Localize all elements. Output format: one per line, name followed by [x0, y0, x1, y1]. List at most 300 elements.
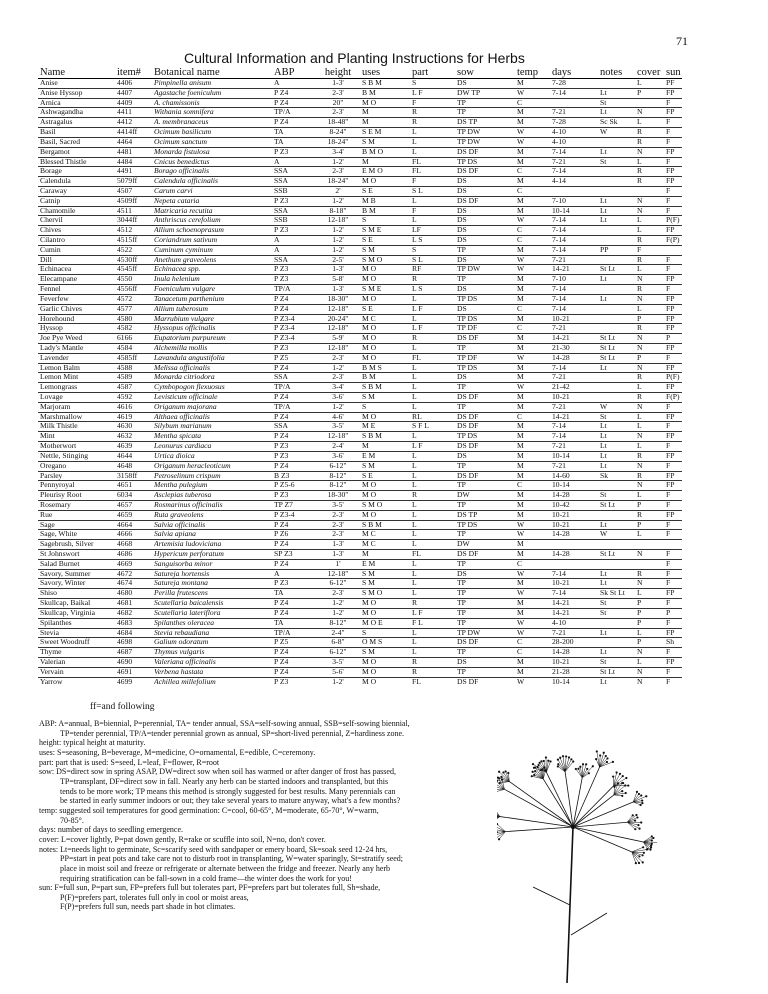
cell-abp: A	[274, 79, 280, 87]
cell-item-number: 4577	[117, 304, 133, 313]
cell-sow: TP DS	[457, 157, 478, 166]
cell-cover: N	[637, 648, 643, 657]
cell-cover: L	[637, 157, 642, 166]
cell-item-number: 4412	[117, 118, 133, 127]
cell-height: 1-2'	[332, 226, 344, 235]
cell-abp: P Z3	[274, 677, 289, 686]
table-row	[38, 334, 682, 344]
cell-sow: DS DF	[457, 442, 479, 451]
cell-abp: P Z3	[274, 343, 289, 352]
cell-notes: Sc Sk	[600, 118, 618, 127]
cell-temp: M	[517, 422, 524, 431]
cell-sow: TP DF	[457, 324, 478, 333]
cell-cover: N	[637, 550, 643, 558]
cell-days: 7-21	[552, 442, 566, 451]
cell-name: Mint	[40, 432, 55, 441]
cell-botanical-name: Cuminum cyminum	[154, 245, 213, 254]
cell-temp: M	[517, 579, 524, 588]
cell-name: Stevia	[40, 628, 59, 637]
header-abp: ABP	[274, 67, 295, 78]
cell-botanical-name: A. chamissonis	[154, 98, 200, 107]
cell-botanical-name: Marrubium vulgare	[154, 314, 214, 323]
cell-part: L	[412, 559, 417, 568]
cell-name: Catnip	[40, 196, 61, 205]
cell-temp: W	[517, 353, 525, 362]
cell-abp: P Z3	[274, 226, 289, 235]
cell-days: 7-14	[552, 363, 566, 372]
cell-abp: P Z5	[274, 638, 289, 647]
cell-item-number: 4668	[117, 540, 133, 549]
cell-sow: TP	[457, 461, 466, 470]
cell-botanical-name: Petroselinum crispum	[154, 471, 221, 480]
cell-notes: W	[600, 128, 608, 137]
cell-temp: W	[517, 569, 525, 578]
cell-temp: M	[517, 451, 524, 460]
cell-days: 7-21	[552, 324, 566, 333]
cell-botanical-name: Urtica dioica	[154, 451, 195, 460]
cell-days: 7-14	[552, 226, 566, 235]
cell-uses: S B M	[362, 520, 382, 529]
cell-item-number: 4687	[117, 648, 133, 657]
cell-name: Borage	[40, 167, 62, 176]
cell-item-number: 4464	[117, 137, 133, 146]
cell-botanical-name: Thymus vulgaris	[154, 648, 205, 657]
cell-part: L	[412, 216, 417, 225]
cell-uses: M O	[362, 412, 377, 421]
cell-name: Shiso	[40, 589, 57, 598]
cell-height: 8-12"	[329, 481, 347, 490]
cell-uses: S M E	[362, 226, 382, 235]
cell-abp: P Z3	[274, 442, 289, 451]
header-notes: notes	[600, 67, 623, 78]
cell-item-number: 4699	[117, 677, 133, 686]
cell-item-number: 4639	[117, 442, 133, 451]
cell-days: 14-28	[552, 491, 570, 500]
cell-height: 8-12"	[329, 618, 347, 627]
dill-flower-illustration	[497, 715, 657, 985]
cell-sow: TP	[457, 559, 466, 568]
cell-name: Joe Pye Weed	[40, 334, 83, 343]
cell-uses: S M	[362, 393, 375, 401]
cell-sow: TP	[457, 599, 466, 608]
cell-botanical-name: Verbena hastata	[154, 667, 204, 676]
cell-cover: N	[637, 108, 643, 117]
cell-sow: TP	[457, 500, 466, 509]
cell-botanical-name: Allium tuberosum	[154, 304, 208, 313]
cell-part: RF	[412, 265, 422, 274]
cell-sun: F	[666, 461, 671, 470]
cell-uses: M C	[362, 314, 376, 323]
cell-part: L	[412, 451, 417, 460]
cell-botanical-name: Valeriana officinalis	[154, 657, 216, 666]
following-note: ff=and following	[90, 702, 155, 712]
cell-item-number: 4691	[117, 667, 133, 676]
cell-cover: N	[637, 206, 643, 215]
table-row	[38, 452, 682, 462]
cell-abp: P Z4	[274, 599, 289, 608]
cell-item-number: 4632	[117, 432, 133, 441]
cell-temp: M	[517, 245, 524, 254]
cell-part: L	[412, 638, 417, 647]
cell-abp: P Z4	[274, 461, 289, 470]
cell-botanical-name: Monarda citriodora	[154, 373, 215, 382]
cell-item-number: 4669	[117, 559, 133, 568]
cell-notes: Lt	[600, 108, 607, 117]
cell-cover: L	[637, 628, 642, 637]
cell-part: L	[412, 510, 417, 519]
cell-cover: N	[637, 196, 643, 205]
cell-temp: C	[517, 481, 523, 490]
table-row	[38, 177, 682, 187]
cell-uses: M O	[362, 510, 377, 519]
cell-botanical-name: Melissa officinalis	[154, 363, 210, 372]
cell-item-number: 4507	[117, 186, 133, 195]
cell-name: Thyme	[40, 648, 62, 657]
legend-line: days: number of days to seedling emergence.	[39, 825, 184, 835]
cell-botanical-name: Origanum heracleoticum	[154, 461, 231, 470]
cell-sun: FP	[666, 343, 675, 352]
cell-uses: M	[362, 157, 369, 166]
cell-height: 18-48"	[327, 118, 349, 127]
cell-notes: Lt	[600, 569, 607, 578]
cell-botanical-name: Althaea officinalis	[154, 412, 210, 421]
cell-sun: FP	[666, 167, 675, 176]
cell-sun: FP	[666, 471, 675, 480]
cell-notes: Lt	[600, 579, 607, 588]
cell-days: 14-60	[552, 471, 570, 480]
cell-height: 1-2'	[332, 245, 344, 254]
header-name: Name	[40, 67, 66, 78]
cell-height: 6-12"	[329, 461, 347, 470]
cell-height: 1-2'	[332, 236, 344, 244]
cell-sun: P(F)	[666, 216, 680, 225]
cell-height: 2-3'	[332, 530, 344, 539]
cell-part: L	[412, 128, 417, 137]
cell-sow: TP	[457, 579, 466, 588]
cell-cover: L	[637, 412, 642, 421]
cell-temp: C	[517, 412, 523, 421]
cell-uses: B M	[362, 373, 376, 382]
cell-item-number: 4698	[117, 638, 133, 647]
cell-name: Anise	[40, 79, 58, 87]
cell-botanical-name: Perilla frutescens	[154, 589, 208, 598]
cell-uses: E M O	[362, 167, 383, 176]
cell-name: Bergamot	[40, 147, 70, 156]
cell-uses: M O	[362, 599, 377, 608]
cell-sun: FP	[666, 510, 675, 519]
cell-sun: F	[666, 618, 671, 627]
cell-abp: TP/A	[274, 628, 291, 637]
cell-temp: M	[517, 157, 524, 166]
cell-temp: M	[517, 667, 524, 676]
cell-part: FL	[412, 677, 421, 686]
cell-abp: A	[274, 245, 280, 254]
cell-name: Chervil	[40, 216, 63, 225]
cell-abp: TA	[274, 618, 284, 627]
cell-sun: FP	[666, 412, 675, 421]
cell-name: Valerian	[40, 657, 66, 666]
cell-part: L	[412, 579, 417, 588]
cell-uses: S E	[362, 186, 373, 195]
cell-item-number: 4550	[117, 275, 133, 284]
cell-temp: M	[517, 334, 524, 343]
legend-line: TP=transplant, DF=direct sow in fall. Nearly any herb can be started indoors and transplanted, but this	[60, 776, 389, 786]
cell-abp: SSA	[274, 206, 288, 215]
cell-sow: DS DF	[457, 422, 479, 431]
cell-botanical-name: Ocimum sanctum	[154, 137, 207, 146]
cell-part: F	[412, 98, 417, 107]
cell-sow: DS DF	[457, 638, 479, 647]
cell-name: Feverfew	[40, 294, 69, 303]
cell-days: 10-14	[552, 481, 570, 490]
cell-botanical-name: Spilanthes oleracea	[154, 618, 215, 627]
cell-sow: DW	[457, 491, 470, 500]
cell-abp: P Z4	[274, 608, 289, 617]
cell-botanical-name: Hypericum perforatum	[154, 550, 224, 558]
cell-notes: Lt	[600, 88, 607, 97]
table-row	[38, 344, 682, 354]
cell-sun: F	[666, 128, 671, 137]
cell-height: 12-18"	[327, 304, 349, 313]
cell-item-number: 4657	[117, 500, 133, 509]
cell-height: 1-3'	[332, 540, 344, 549]
cell-item-number: 4690	[117, 657, 133, 666]
cell-botanical-name: Tanacetum parthenium	[154, 294, 224, 303]
cell-botanical-name: Stevia rebaudiana	[154, 628, 210, 637]
cell-abp: P Z4	[274, 667, 289, 676]
cell-height: 1-2'	[332, 599, 344, 608]
cell-part: S F L	[412, 422, 429, 431]
cell-notes: St Lt	[600, 500, 615, 509]
cell-temp: M	[517, 343, 524, 352]
cell-part: L	[412, 628, 417, 637]
cell-days: 7-14	[552, 569, 566, 578]
cell-botanical-name: Pimpinella anisum	[154, 79, 212, 87]
cell-uses: M O	[362, 608, 377, 617]
cell-sow: DS	[457, 285, 467, 294]
cell-sow: DS TP	[457, 118, 478, 127]
cell-days: 7-21	[552, 108, 566, 117]
cell-temp: C	[517, 304, 523, 313]
cell-height: 12-18"	[327, 324, 349, 333]
table-row	[38, 383, 682, 393]
cell-sow: DS	[457, 216, 467, 225]
cell-height: 1-2'	[332, 363, 344, 372]
cell-temp: C	[517, 324, 523, 333]
table-row	[38, 472, 682, 482]
cell-days: 7-14	[552, 245, 566, 254]
cell-sun: PF	[666, 79, 675, 87]
cell-botanical-name: Cnicus benedictus	[154, 157, 210, 166]
cell-height: 5-8'	[332, 275, 344, 284]
cell-days: 7-14	[552, 216, 566, 225]
cell-days: 7-14	[552, 88, 566, 97]
cell-uses: S M E	[362, 285, 382, 294]
cell-sun: F	[666, 442, 671, 451]
table-row	[38, 373, 682, 383]
cell-cover: L	[637, 589, 642, 598]
cell-height: 18-24"	[327, 177, 349, 186]
cell-item-number: 4644	[117, 451, 133, 460]
cell-temp: M	[517, 442, 524, 451]
cell-cover: N	[637, 461, 643, 470]
cell-sow: DS	[457, 657, 467, 666]
cell-abp: SP Z3	[274, 550, 293, 558]
cell-cover: L	[637, 442, 642, 451]
cell-sun: F	[666, 530, 671, 539]
cell-height: 1-2'	[332, 402, 344, 411]
cell-name: Pennyroyal	[40, 481, 75, 490]
table-row	[38, 187, 682, 197]
cell-uses: M O E	[362, 618, 383, 627]
cell-part: R	[412, 118, 418, 127]
cell-sow: DS	[457, 373, 467, 382]
cell-notes: Lt	[600, 461, 607, 470]
cell-name: St Johnswort	[40, 550, 80, 558]
cell-name: Nettle, Stinging	[40, 451, 89, 460]
cell-botanical-name: Rosmarinus officinalis	[154, 500, 223, 509]
cell-name: Salad Burnet	[40, 559, 80, 568]
cell-days: 10-21	[552, 393, 570, 401]
table-row	[38, 197, 682, 207]
cell-part: L	[412, 500, 417, 509]
table-row	[38, 207, 682, 217]
cell-sun: F	[666, 265, 671, 274]
cell-sun: F(P)	[666, 393, 680, 401]
cell-temp: C	[517, 98, 523, 107]
legend-line: uses: S=seasoning, B=beverage, M=medicine, O=ornamental, E=edible, C=ceremony.	[39, 747, 316, 757]
cell-botanical-name: Agastache foeniculum	[154, 88, 222, 97]
cell-sun: F	[666, 569, 671, 578]
cell-height: 2-5'	[332, 255, 344, 264]
cell-sow: DS DF	[457, 196, 479, 205]
legend	[39, 719, 525, 912]
cell-days: 7-14	[552, 285, 566, 294]
cell-part: L F	[412, 442, 423, 451]
cell-botanical-name: Scutellaria lateriflora	[154, 608, 221, 617]
cell-temp: M	[517, 79, 524, 87]
cell-cover: L	[637, 304, 642, 313]
cell-sun: FP	[666, 451, 675, 460]
table-row	[38, 99, 682, 109]
cell-sow: TP DS	[457, 314, 478, 323]
cell-temp: M	[517, 275, 524, 284]
cell-uses: M O	[362, 343, 377, 352]
cell-temp: M	[517, 206, 524, 215]
cell-botanical-name: Silybum marianum	[154, 422, 212, 431]
cell-cover: N	[637, 579, 643, 588]
cell-cover: L	[637, 657, 642, 666]
cell-botanical-name: Ruta graveolens	[154, 510, 204, 519]
cell-height: 4-6'	[332, 412, 344, 421]
cell-height: 3-4'	[332, 383, 344, 392]
cell-cover: L	[637, 79, 642, 87]
cell-temp: W	[517, 128, 525, 137]
cell-item-number: 4592	[117, 393, 133, 401]
cell-sun: F	[666, 157, 671, 166]
cell-item-number: 4491	[117, 167, 133, 176]
cell-uses: S B M	[362, 79, 382, 87]
cell-height: 1-3'	[332, 550, 344, 558]
cell-uses: S E M	[362, 128, 382, 137]
cell-cover: P	[637, 500, 642, 509]
cell-uses: B M O	[362, 147, 384, 156]
cell-abp: P Z4	[274, 393, 289, 401]
cell-item-number: 4616	[117, 402, 133, 411]
cell-sow: DS	[457, 79, 467, 87]
cell-height: 6-12"	[329, 579, 347, 588]
cell-days: 7-21	[552, 461, 566, 470]
cell-days: 10-21	[552, 510, 570, 519]
cell-temp: M	[517, 608, 524, 617]
cell-abp: P Z4	[274, 648, 289, 657]
cell-sow: TP	[457, 481, 466, 490]
cell-name: Garlic Chives	[40, 304, 82, 313]
cell-temp: M	[517, 147, 524, 156]
cell-abp: TP/A	[274, 108, 291, 117]
table-row	[38, 589, 682, 599]
cell-temp: M	[517, 510, 524, 519]
cell-sun: F(P)	[666, 236, 680, 244]
cell-part: L	[412, 589, 417, 598]
cell-cover: N	[637, 667, 643, 676]
cell-item-number: 4572	[117, 294, 133, 303]
cell-temp: C	[517, 559, 523, 568]
cell-item-number: 4686	[117, 550, 133, 558]
cell-temp: W	[517, 255, 525, 264]
cell-sow: TP	[457, 667, 466, 676]
cell-item-number: 4584	[117, 343, 133, 352]
cell-notes: Sk St Lt	[600, 589, 625, 598]
cell-abp: P Z3	[274, 147, 289, 156]
cell-cover: N	[637, 432, 643, 441]
cell-notes: St	[600, 657, 607, 666]
cell-uses: M O	[362, 98, 377, 107]
cell-sow: TP	[457, 402, 466, 411]
cell-name: Arnica	[40, 98, 61, 107]
table-row	[38, 79, 682, 89]
cell-days: 21-42	[552, 383, 570, 392]
cell-cover: R	[637, 569, 643, 578]
cell-name: Astragalus	[40, 118, 73, 127]
cell-sow: DS	[457, 226, 467, 235]
cell-uses: S E	[362, 471, 373, 480]
cell-part: S	[412, 79, 417, 87]
cell-part: R	[412, 667, 418, 676]
cell-temp: W	[517, 137, 525, 146]
cell-uses: B M S	[362, 363, 382, 372]
legend-line: notes: Lt=needs light to germinate, Sc=scarify seed with sandpaper or emery board, Sk=soak seed 12-24 hrs,	[39, 844, 388, 854]
cell-temp: W	[517, 677, 525, 686]
cell-height: 5-6'	[332, 667, 344, 676]
cell-name: Cilantro	[40, 236, 65, 244]
cell-part: L	[412, 343, 417, 352]
cell-item-number: 4588	[117, 363, 133, 372]
cell-abp: SSA	[274, 167, 288, 176]
legend-line: 70-85°.	[60, 815, 84, 825]
cell-notes: Lt	[600, 432, 607, 441]
cell-height: 3-6'	[332, 393, 344, 401]
cell-name: Lavender	[40, 353, 69, 362]
cell-sun: F	[666, 491, 671, 500]
cell-part: RL	[412, 412, 422, 421]
cell-temp: C	[517, 638, 523, 647]
cell-temp: M	[517, 402, 524, 411]
header-height: height	[324, 67, 352, 78]
cell-botanical-name: Mentha spicata	[154, 432, 202, 441]
cell-temp: W	[517, 530, 525, 539]
cell-botanical-name: Ocimum basilicum	[154, 128, 212, 137]
